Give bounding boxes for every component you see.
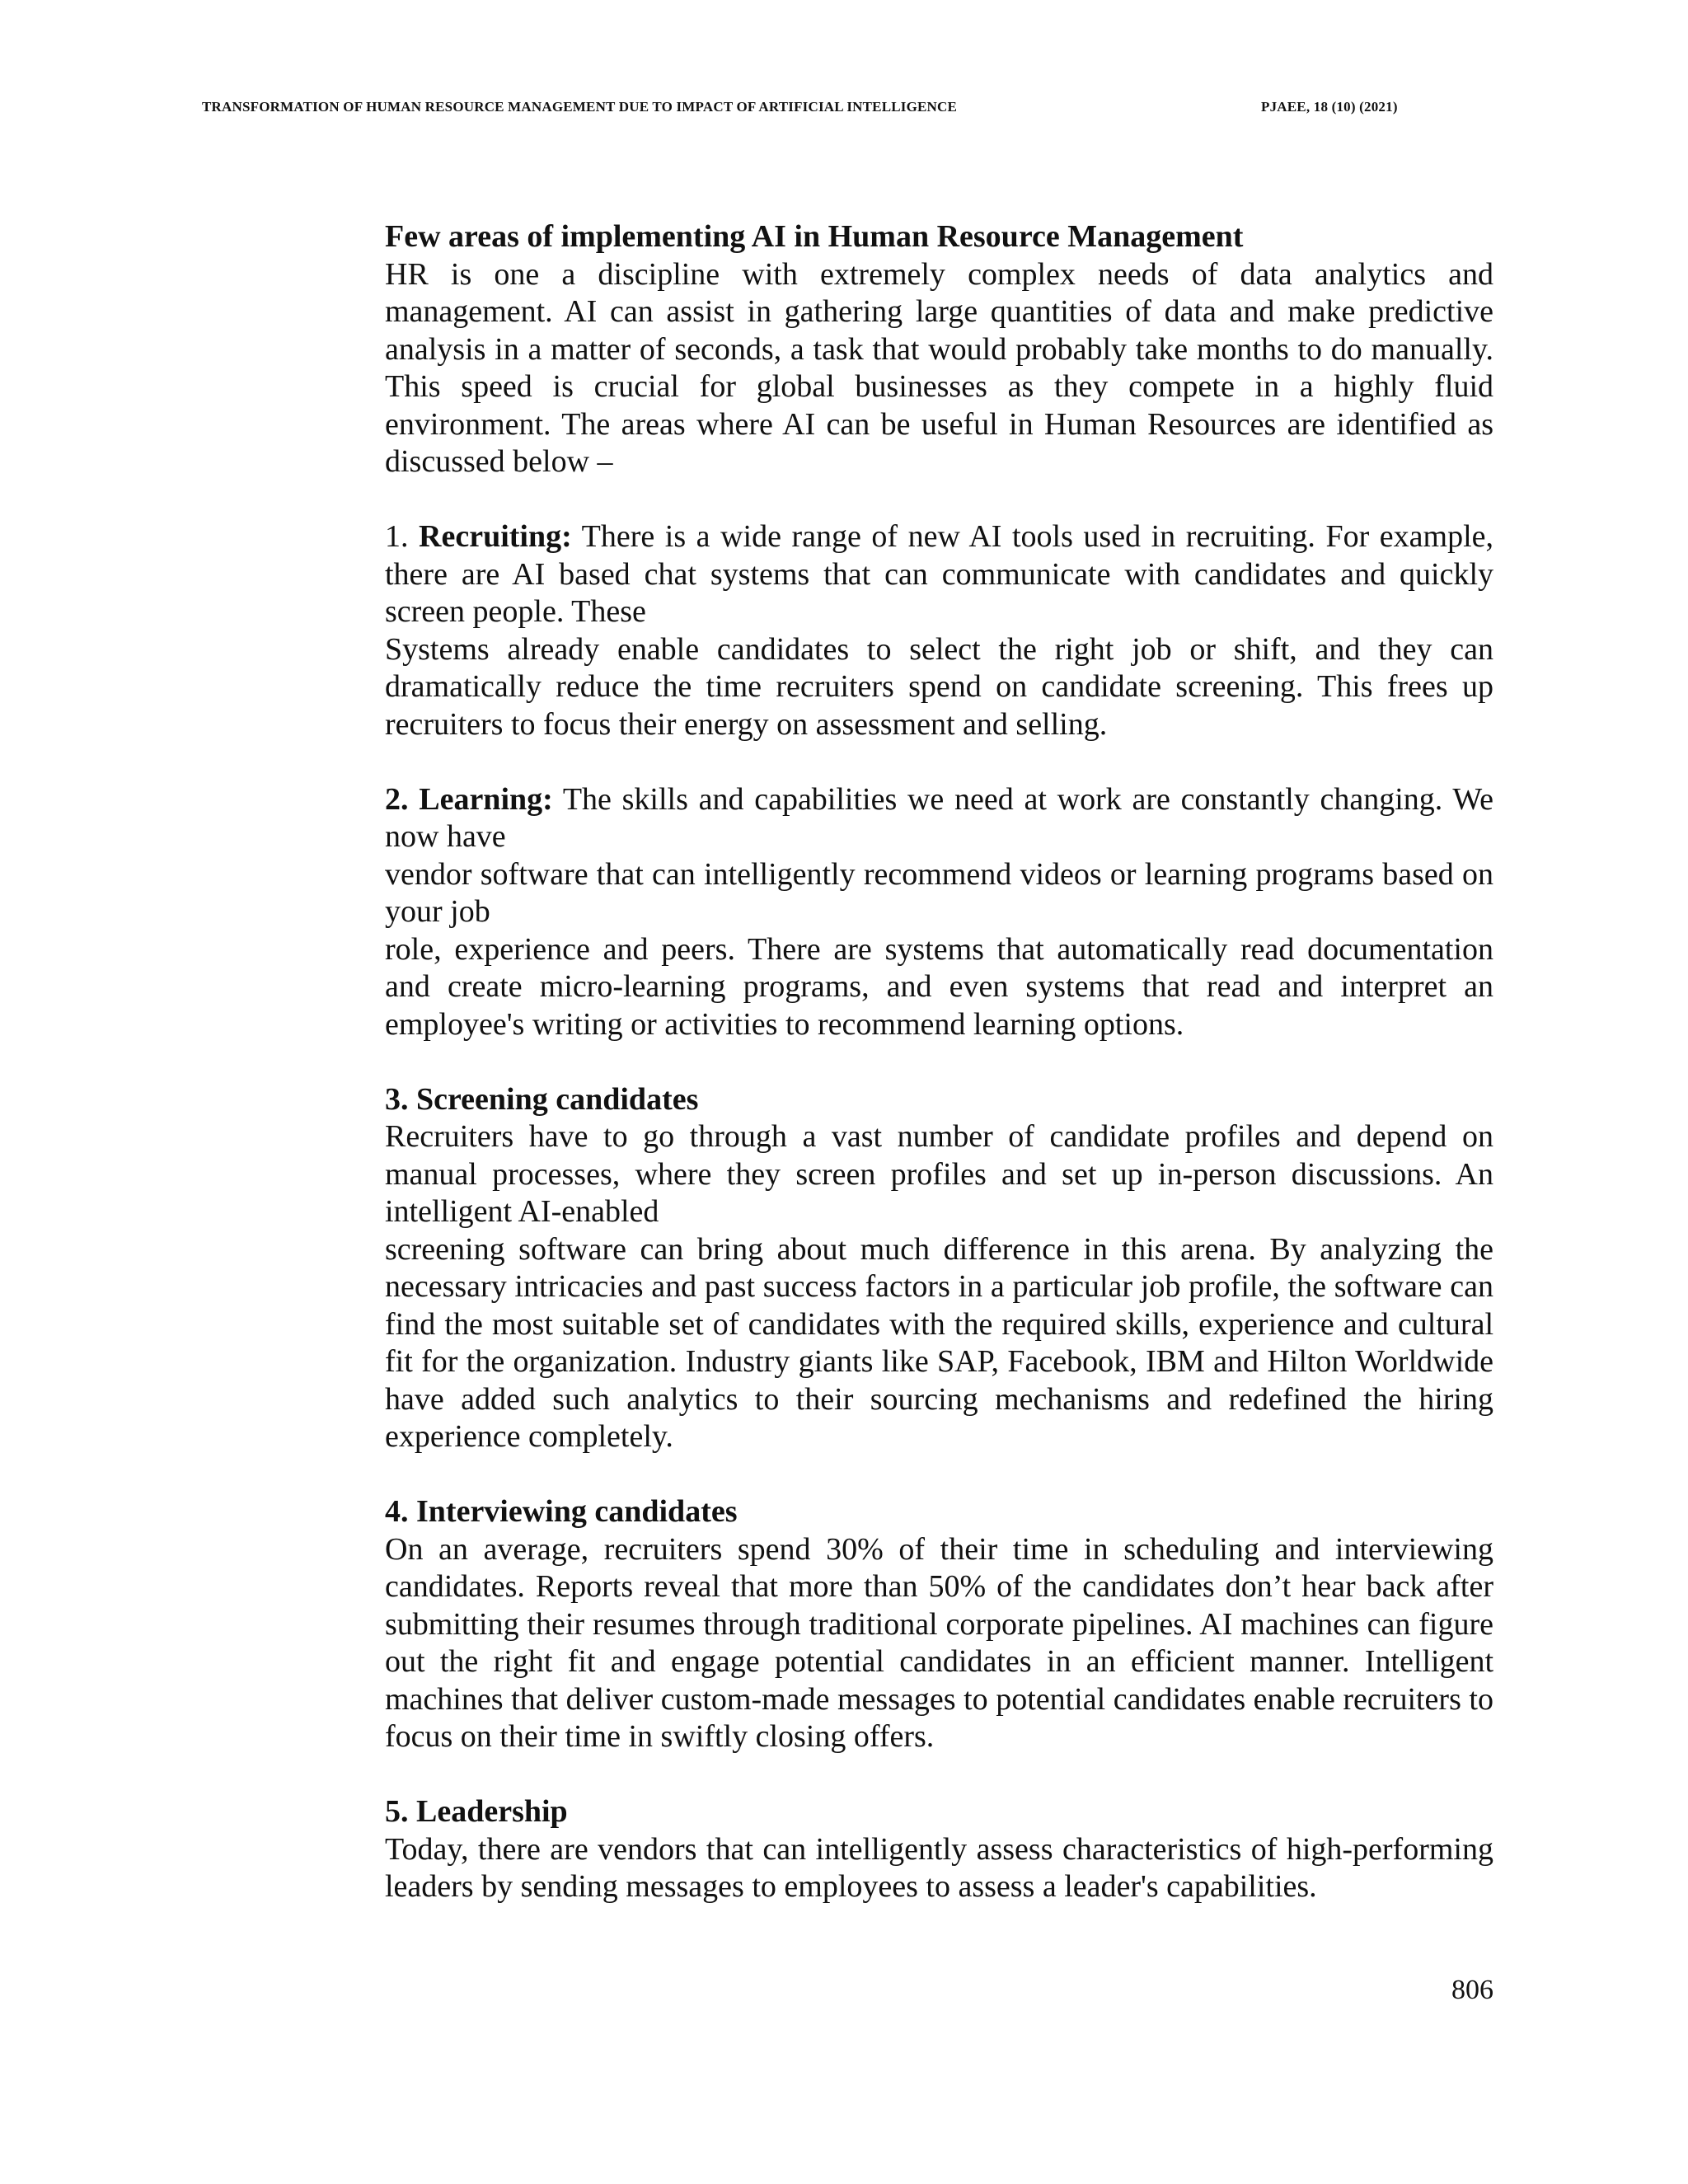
section-learning <box>385 781 1493 1044</box>
running-title: TRANSFORMATION OF HUMAN RESOURCE MANAGEMENT DUE TO IMPACT OF ARTIFICIAL INTELLIGENCE <box>202 99 958 115</box>
intro-paragraph: HR is one a discipline with extremely complex needs of data analytics and management. AI can assist in gathering large quantities of data and make predictive analysis in a matter of seconds, a task that would probably take months to do manually. This speed is crucial for global businesses as they compete in a highly fluid environment. The areas where AI can be useful in Human Resources are identified as discussed below – <box>385 256 1493 479</box>
item-number: 1. <box>385 519 420 554</box>
item-heading: 2. Learning: <box>385 781 553 817</box>
recruiting-continuation: Systems already enable candidates to select the right job or shift, and they can dramatically reduce the time recruiters spend on candidate screening. This frees up recruiters to focus their energy on assessment and selling. <box>385 631 1493 742</box>
section-recruiting <box>385 518 1493 743</box>
item-heading: 3. Screening candidates <box>385 1081 699 1117</box>
interviewing-paragraph: On an average, recruiters spend 30% of their time in scheduling and interviewing candidates. Reports reveal that more than 50% of the candidates don’t hear back after submitting their resumes through traditional corporate pipelines. AI machines can figure out the right fit and engage potential candidates in an efficient manner. Intelligent machines that deliver custom-made messages to potential candidates enable recruiters to focus on their time in swiftly closing offers. <box>385 1531 1493 1754</box>
learning-line-2: vendor software that can intelligently recommend videos or learning programs based on your job <box>385 856 1493 929</box>
learning-line-3: role, experience and peers. There are systems that automatically read documentation and create micro-learning programs, and even systems that read and interpret an employee's writing or activities to recommend learning options. <box>385 931 1493 1042</box>
section-screening <box>385 1081 1493 1456</box>
paragraph-gap <box>385 1456 1493 1494</box>
item-heading: Recruiting: <box>419 519 572 554</box>
learning-paragraph <box>385 781 1493 856</box>
paragraph-gap <box>385 481 1493 519</box>
section-leadership <box>385 1793 1493 1906</box>
article-body <box>385 218 1493 1906</box>
paragraph-gap <box>385 1043 1493 1081</box>
page-number: 806 <box>1451 1975 1493 2005</box>
recruiting-paragraph <box>385 518 1493 631</box>
section-interviewing <box>385 1493 1493 1756</box>
paragraph-gap <box>385 743 1493 781</box>
item-heading: 5. Leadership <box>385 1794 568 1829</box>
item-heading: 4. Interviewing candidates <box>385 1494 738 1529</box>
item-text: There is a wide range of new AI tools used in recruiting. For example, there are AI based chat systems that can communicate with candidates and quickly screen people. These <box>385 519 1494 629</box>
section-title: Few areas of implementing AI in Human Resource Management <box>385 219 1244 254</box>
leadership-paragraph: Today, there are vendors that can intelligently assess characteristics of high-performing leaders by sending messages to employees to assess a leader's capabilities. <box>385 1831 1493 1904</box>
paragraph-gap <box>385 1756 1493 1794</box>
item-text: The skills and capabilities we need at work are constantly changing. We now have <box>385 781 1494 854</box>
intro-section <box>385 218 1493 481</box>
screening-continuation: screening software can bring about much difference in this arena. By analyzing the necessary intricacies and past success factors in a particular job profile, the software can find the most suitable set of candidates with the required skills, experience and cultural fit for the organization. Industry giants like SAP, Facebook, IBM and Hilton Worldwide have added such analytics to their sourcing mechanisms and redefined the hiring experience completely. <box>385 1231 1493 1454</box>
journal-reference: PJAEE, 18 (10) (2021) <box>1261 99 1398 115</box>
screening-paragraph: Recruiters have to go through a vast number of candidate profiles and depend on manual processes, where they screen profiles and set up in-person discussions. An intelligent AI-enabled <box>385 1119 1493 1229</box>
running-header <box>202 99 1488 119</box>
